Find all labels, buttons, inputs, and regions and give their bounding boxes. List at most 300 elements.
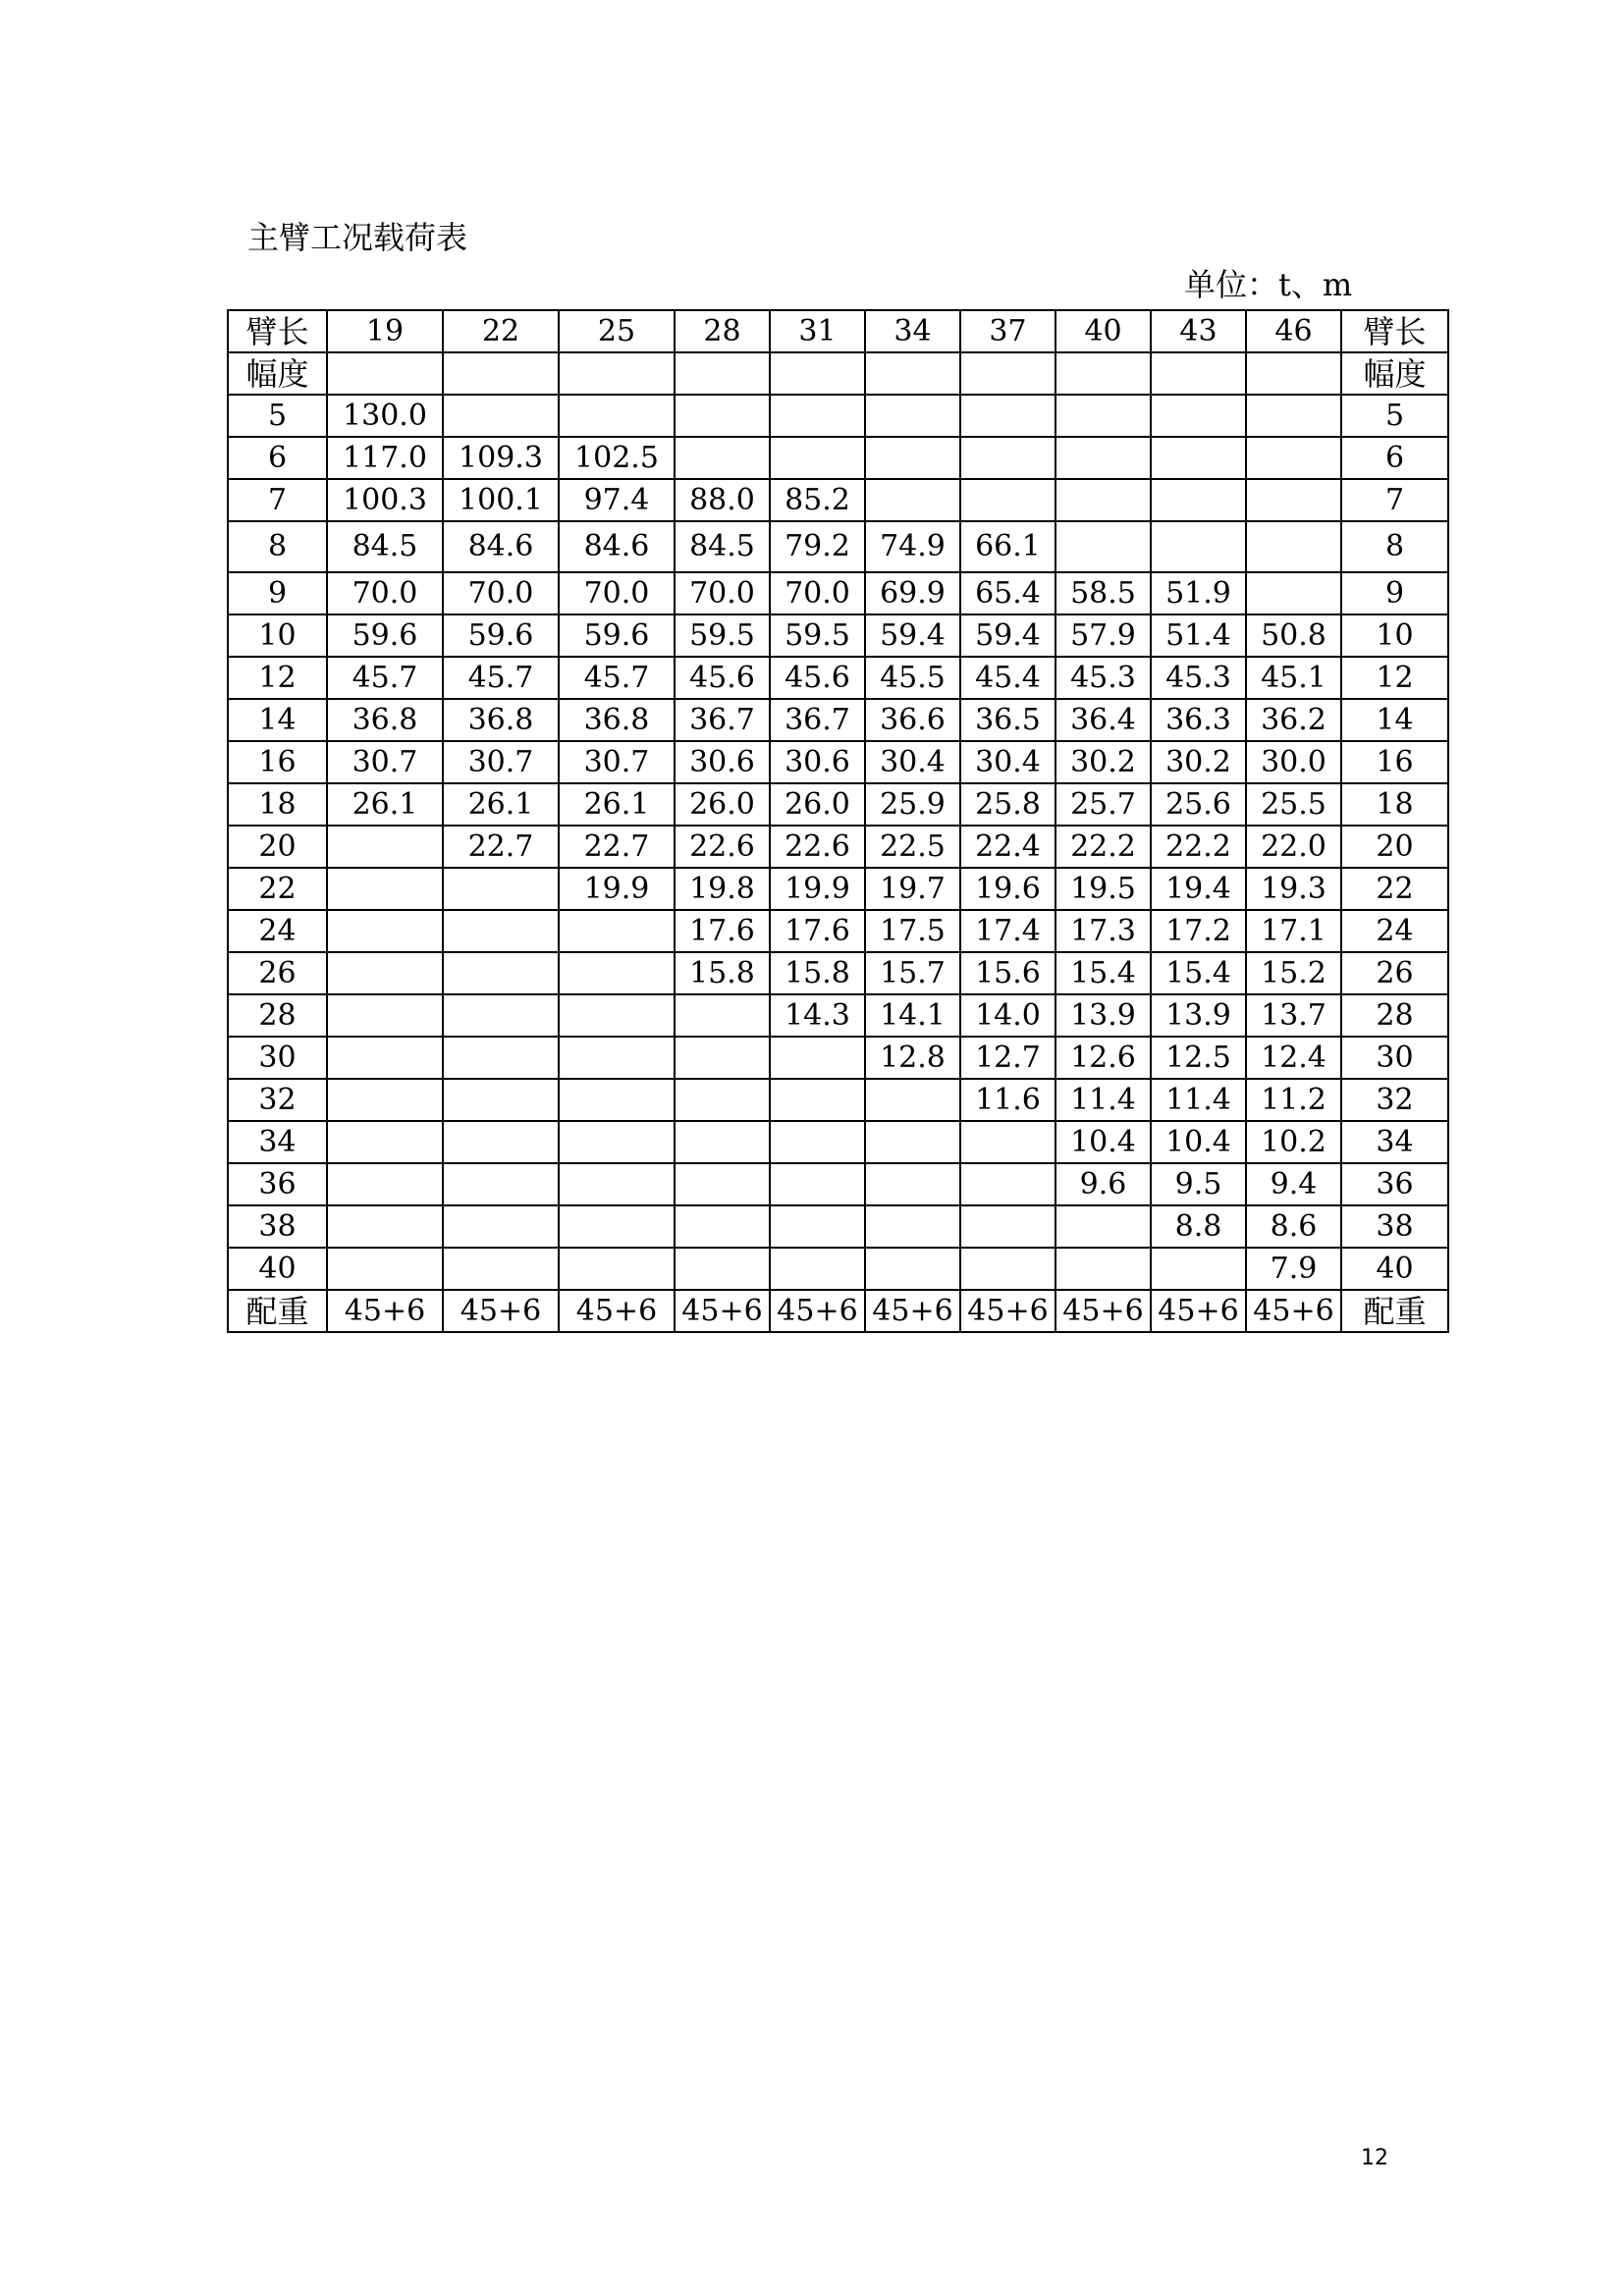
load-cell: 19.6 [960,868,1056,910]
empty-cell [327,352,443,395]
load-cell: 84.5 [327,521,443,572]
load-cell: 22.5 [865,826,960,868]
empty-cell [1056,352,1151,395]
load-cell: 84.6 [559,521,675,572]
load-cell: 9.6 [1056,1163,1151,1205]
table-row [228,614,1448,657]
load-cell [960,479,1056,521]
load-cell: 30.2 [1056,741,1151,783]
empty-cell [1151,352,1246,395]
radius-cell: 40 [228,1248,327,1290]
table-row [228,952,1448,994]
table-row [228,910,1448,952]
radius-cell-right: 24 [1341,910,1448,952]
table-row [228,783,1448,826]
table-row [228,1205,1448,1248]
boom-length-cell: 37 [960,310,1056,352]
radius-cell-right: 32 [1341,1079,1448,1121]
load-cell: 7.9 [1246,1248,1341,1290]
load-cell [865,1205,960,1248]
load-cell: 45.3 [1056,657,1151,699]
load-cell: 57.9 [1056,614,1151,657]
load-cell: 15.2 [1246,952,1341,994]
load-cell: 17.2 [1151,910,1246,952]
load-cell: 17.1 [1246,910,1341,952]
table-row [228,572,1448,614]
load-cell: 19.9 [559,868,675,910]
counterweight-cell: 45+6 [770,1290,865,1332]
load-cell: 17.6 [675,910,770,952]
load-cell: 17.4 [960,910,1056,952]
load-cell: 12.4 [1246,1037,1341,1079]
load-cell: 30.7 [327,741,443,783]
boom-length-cell: 31 [770,310,865,352]
load-cell: 11.4 [1151,1079,1246,1121]
load-cell [1151,1248,1246,1290]
load-cell [770,1163,865,1205]
load-cell: 9.5 [1151,1163,1246,1205]
load-cell: 66.1 [960,521,1056,572]
radius-cell-right: 7 [1341,479,1448,521]
load-cell [559,910,675,952]
load-cell: 30.4 [865,741,960,783]
load-cell: 30.7 [559,741,675,783]
load-cell [559,1205,675,1248]
load-cell: 10.2 [1246,1121,1341,1163]
radius-cell-right: 8 [1341,521,1448,572]
load-cell: 13.7 [1246,994,1341,1037]
unit-label: 单位：t、m [1184,266,1353,303]
boom-length-cell: 22 [443,310,559,352]
counterweight-label: 配重 [228,1290,327,1332]
load-cell: 22.4 [960,826,1056,868]
empty-cell [559,352,675,395]
radius-header-right: 幅度 [1341,352,1448,395]
radius-cell-right: 22 [1341,868,1448,910]
boom-length-header-right: 臂长 [1341,310,1448,352]
load-cell: 9.4 [1246,1163,1341,1205]
load-cell: 100.1 [443,479,559,521]
load-cell [675,1079,770,1121]
load-cell: 25.7 [1056,783,1151,826]
load-cell [327,952,443,994]
radius-cell: 7 [228,479,327,521]
load-cell: 25.9 [865,783,960,826]
load-cell: 19.8 [675,868,770,910]
load-cell: 59.6 [559,614,675,657]
load-cell: 36.7 [770,699,865,741]
load-cell: 51.9 [1151,572,1246,614]
load-cell: 22.7 [443,826,559,868]
load-cell [675,1163,770,1205]
radius-cell-right: 14 [1341,699,1448,741]
load-cell [1151,395,1246,437]
table-row [228,521,1448,572]
counterweight-cell: 45+6 [1151,1290,1246,1332]
load-cell [770,437,865,479]
load-cell: 19.7 [865,868,960,910]
header-row [228,310,1448,352]
empty-cell [675,352,770,395]
table-row [228,437,1448,479]
boom-length-cell: 28 [675,310,770,352]
load-cell: 70.0 [443,572,559,614]
load-cell [865,395,960,437]
counterweight-cell: 45+6 [559,1290,675,1332]
load-cell [770,395,865,437]
load-cell: 88.0 [675,479,770,521]
load-cell: 45.5 [865,657,960,699]
load-cell [1151,437,1246,479]
radius-cell-right: 5 [1341,395,1448,437]
load-cell [1056,437,1151,479]
document-title: 主臂工况载荷表 [247,219,468,256]
load-cell: 19.9 [770,868,865,910]
radius-cell: 34 [228,1121,327,1163]
radius-cell-right: 9 [1341,572,1448,614]
load-cell [770,1037,865,1079]
load-cell [443,994,559,1037]
load-cell: 22.0 [1246,826,1341,868]
load-cell [865,437,960,479]
load-cell [559,395,675,437]
boom-length-cell: 40 [1056,310,1151,352]
load-cell: 102.5 [559,437,675,479]
counterweight-cell: 45+6 [1246,1290,1341,1332]
load-cell: 14.0 [960,994,1056,1037]
load-cell [559,1121,675,1163]
table-row [228,1248,1448,1290]
load-cell: 11.2 [1246,1079,1341,1121]
table-row [228,1079,1448,1121]
load-cell: 36.8 [559,699,675,741]
radius-cell: 24 [228,910,327,952]
counterweight-cell: 45+6 [327,1290,443,1332]
load-cell [559,1163,675,1205]
load-cell: 36.6 [865,699,960,741]
radius-cell-right: 28 [1341,994,1448,1037]
load-cell [443,1037,559,1079]
load-cell: 45.4 [960,657,1056,699]
load-cell: 17.5 [865,910,960,952]
load-cell: 10.4 [1151,1121,1246,1163]
load-cell: 70.0 [559,572,675,614]
load-cell [865,1163,960,1205]
load-cell: 15.8 [770,952,865,994]
load-cell: 45.7 [443,657,559,699]
load-cell [770,1205,865,1248]
radius-cell-right: 12 [1341,657,1448,699]
load-cell: 12.6 [1056,1037,1151,1079]
load-cell [443,1248,559,1290]
load-cell: 30.6 [770,741,865,783]
load-cell [327,994,443,1037]
load-cell: 36.4 [1056,699,1151,741]
load-cell: 36.2 [1246,699,1341,741]
load-cell: 84.5 [675,521,770,572]
counterweight-label-right: 配重 [1341,1290,1448,1332]
load-cell [865,1121,960,1163]
load-cell: 19.3 [1246,868,1341,910]
load-cell [675,1248,770,1290]
radius-cell: 6 [228,437,327,479]
radius-cell: 26 [228,952,327,994]
load-cell [770,1248,865,1290]
load-cell: 36.5 [960,699,1056,741]
load-cell [327,1248,443,1290]
load-cell [443,1079,559,1121]
counterweight-cell: 45+6 [675,1290,770,1332]
load-cell: 19.5 [1056,868,1151,910]
load-cell: 17.6 [770,910,865,952]
boom-length-cell: 25 [559,310,675,352]
load-cell [1151,521,1246,572]
load-cell: 59.5 [675,614,770,657]
boom-length-cell: 46 [1246,310,1341,352]
load-cell [960,1121,1056,1163]
load-cell [559,1079,675,1121]
load-cell [443,952,559,994]
radius-cell: 36 [228,1163,327,1205]
load-cell: 69.9 [865,572,960,614]
load-cell: 36.8 [327,699,443,741]
load-chart-table [227,309,1449,1333]
load-cell: 51.4 [1151,614,1246,657]
load-cell: 22.6 [770,826,865,868]
load-cell: 45.6 [770,657,865,699]
load-cell [443,395,559,437]
load-cell [1246,479,1341,521]
radius-cell-right: 34 [1341,1121,1448,1163]
load-cell: 58.5 [1056,572,1151,614]
load-cell: 97.4 [559,479,675,521]
load-cell [1246,572,1341,614]
load-cell: 22.7 [559,826,675,868]
load-cell [559,1037,675,1079]
radius-cell-right: 16 [1341,741,1448,783]
load-cell: 70.0 [675,572,770,614]
load-cell [770,1121,865,1163]
radius-cell: 12 [228,657,327,699]
load-cell: 15.4 [1151,952,1246,994]
load-cell [1056,479,1151,521]
load-cell [327,1037,443,1079]
radius-cell: 28 [228,994,327,1037]
load-cell [675,1121,770,1163]
load-cell: 12.5 [1151,1037,1246,1079]
radius-cell: 18 [228,783,327,826]
load-cell: 85.2 [770,479,865,521]
load-cell [559,994,675,1037]
load-cell: 70.0 [770,572,865,614]
empty-cell [865,352,960,395]
load-cell: 8.6 [1246,1205,1341,1248]
load-cell [1246,395,1341,437]
load-cell: 30.7 [443,741,559,783]
load-cell: 59.4 [865,614,960,657]
load-cell [960,1163,1056,1205]
load-cell [675,1205,770,1248]
radius-cell: 10 [228,614,327,657]
radius-cell-right: 38 [1341,1205,1448,1248]
table-row [228,395,1448,437]
load-cell [675,994,770,1037]
boom-length-cell: 34 [865,310,960,352]
load-cell: 25.8 [960,783,1056,826]
radius-cell: 14 [228,699,327,741]
load-cell [443,1121,559,1163]
radius-cell: 38 [228,1205,327,1248]
radius-cell: 20 [228,826,327,868]
load-cell [1056,1205,1151,1248]
radius-cell: 9 [228,572,327,614]
table-row [228,1037,1448,1079]
load-cell: 14.1 [865,994,960,1037]
load-cell: 26.1 [327,783,443,826]
radius-cell-right: 36 [1341,1163,1448,1205]
load-cell: 15.6 [960,952,1056,994]
load-cell: 36.8 [443,699,559,741]
load-cell: 45.7 [327,657,443,699]
load-cell [770,1079,865,1121]
boom-length-header: 臂长 [228,310,327,352]
table-row [228,479,1448,521]
radius-cell: 8 [228,521,327,572]
load-cell: 30.6 [675,741,770,783]
load-cell: 45.3 [1151,657,1246,699]
load-cell: 22.2 [1151,826,1246,868]
empty-cell [443,352,559,395]
radius-cell: 30 [228,1037,327,1079]
counterweight-cell: 45+6 [865,1290,960,1332]
load-cell: 45.7 [559,657,675,699]
load-cell [1151,479,1246,521]
load-cell [675,395,770,437]
load-cell [559,1248,675,1290]
load-cell [675,437,770,479]
load-cell [1246,521,1341,572]
radius-cell-right: 18 [1341,783,1448,826]
load-cell: 45.6 [675,657,770,699]
load-cell [865,1079,960,1121]
table-row [228,994,1448,1037]
empty-cell [770,352,865,395]
radius-cell: 22 [228,868,327,910]
load-cell [960,1248,1056,1290]
load-cell [327,826,443,868]
load-cell [960,395,1056,437]
boom-length-cell: 19 [327,310,443,352]
load-cell: 36.3 [1151,699,1246,741]
load-cell [675,1037,770,1079]
load-cell [327,868,443,910]
load-cell: 25.5 [1246,783,1341,826]
load-cell: 36.7 [675,699,770,741]
table-row [228,826,1448,868]
load-cell: 14.3 [770,994,865,1037]
counterweight-cell: 45+6 [960,1290,1056,1332]
load-cell: 12.8 [865,1037,960,1079]
load-cell [327,1079,443,1121]
load-cell [327,910,443,952]
subheader-row [228,352,1448,395]
load-cell [960,437,1056,479]
load-cell: 50.8 [1246,614,1341,657]
empty-cell [960,352,1056,395]
load-cell: 59.6 [443,614,559,657]
load-cell: 130.0 [327,395,443,437]
radius-cell: 5 [228,395,327,437]
counterweight-row [228,1290,1448,1332]
load-cell: 25.6 [1151,783,1246,826]
load-cell: 117.0 [327,437,443,479]
radius-cell-right: 10 [1341,614,1448,657]
load-cell: 13.9 [1056,994,1151,1037]
load-cell [559,952,675,994]
load-cell: 70.0 [327,572,443,614]
load-cell [327,1163,443,1205]
load-cell [327,1205,443,1248]
table-row [228,657,1448,699]
load-cell [443,1205,559,1248]
load-cell: 59.4 [960,614,1056,657]
radius-cell-right: 30 [1341,1037,1448,1079]
page-number: 12 [1361,2146,1388,2170]
load-cell: 30.2 [1151,741,1246,783]
load-cell: 59.6 [327,614,443,657]
empty-cell [1246,352,1341,395]
load-cell [865,1248,960,1290]
load-cell: 10.4 [1056,1121,1151,1163]
load-cell: 15.8 [675,952,770,994]
load-cell: 100.3 [327,479,443,521]
radius-cell: 32 [228,1079,327,1121]
load-cell: 30.4 [960,741,1056,783]
load-cell: 109.3 [443,437,559,479]
radius-cell-right: 26 [1341,952,1448,994]
load-cell: 22.6 [675,826,770,868]
table-row [228,741,1448,783]
load-cell: 30.0 [1246,741,1341,783]
radius-cell-right: 40 [1341,1248,1448,1290]
load-cell: 11.4 [1056,1079,1151,1121]
load-cell [443,868,559,910]
load-cell: 65.4 [960,572,1056,614]
load-cell: 26.1 [559,783,675,826]
table-row [228,868,1448,910]
table-body [228,310,1448,1332]
table-row [228,1121,1448,1163]
counterweight-cell: 45+6 [443,1290,559,1332]
radius-cell-right: 6 [1341,437,1448,479]
radius-cell-right: 20 [1341,826,1448,868]
load-cell: 22.2 [1056,826,1151,868]
load-cell: 13.9 [1151,994,1246,1037]
load-cell: 17.3 [1056,910,1151,952]
counterweight-cell: 45+6 [1056,1290,1151,1332]
load-cell: 15.4 [1056,952,1151,994]
load-cell: 8.8 [1151,1205,1246,1248]
load-cell [443,910,559,952]
load-cell: 74.9 [865,521,960,572]
boom-length-cell: 43 [1151,310,1246,352]
load-cell: 19.4 [1151,868,1246,910]
load-cell: 12.7 [960,1037,1056,1079]
load-cell: 26.1 [443,783,559,826]
load-cell: 26.0 [770,783,865,826]
radius-cell: 16 [228,741,327,783]
load-cell [1056,1248,1151,1290]
